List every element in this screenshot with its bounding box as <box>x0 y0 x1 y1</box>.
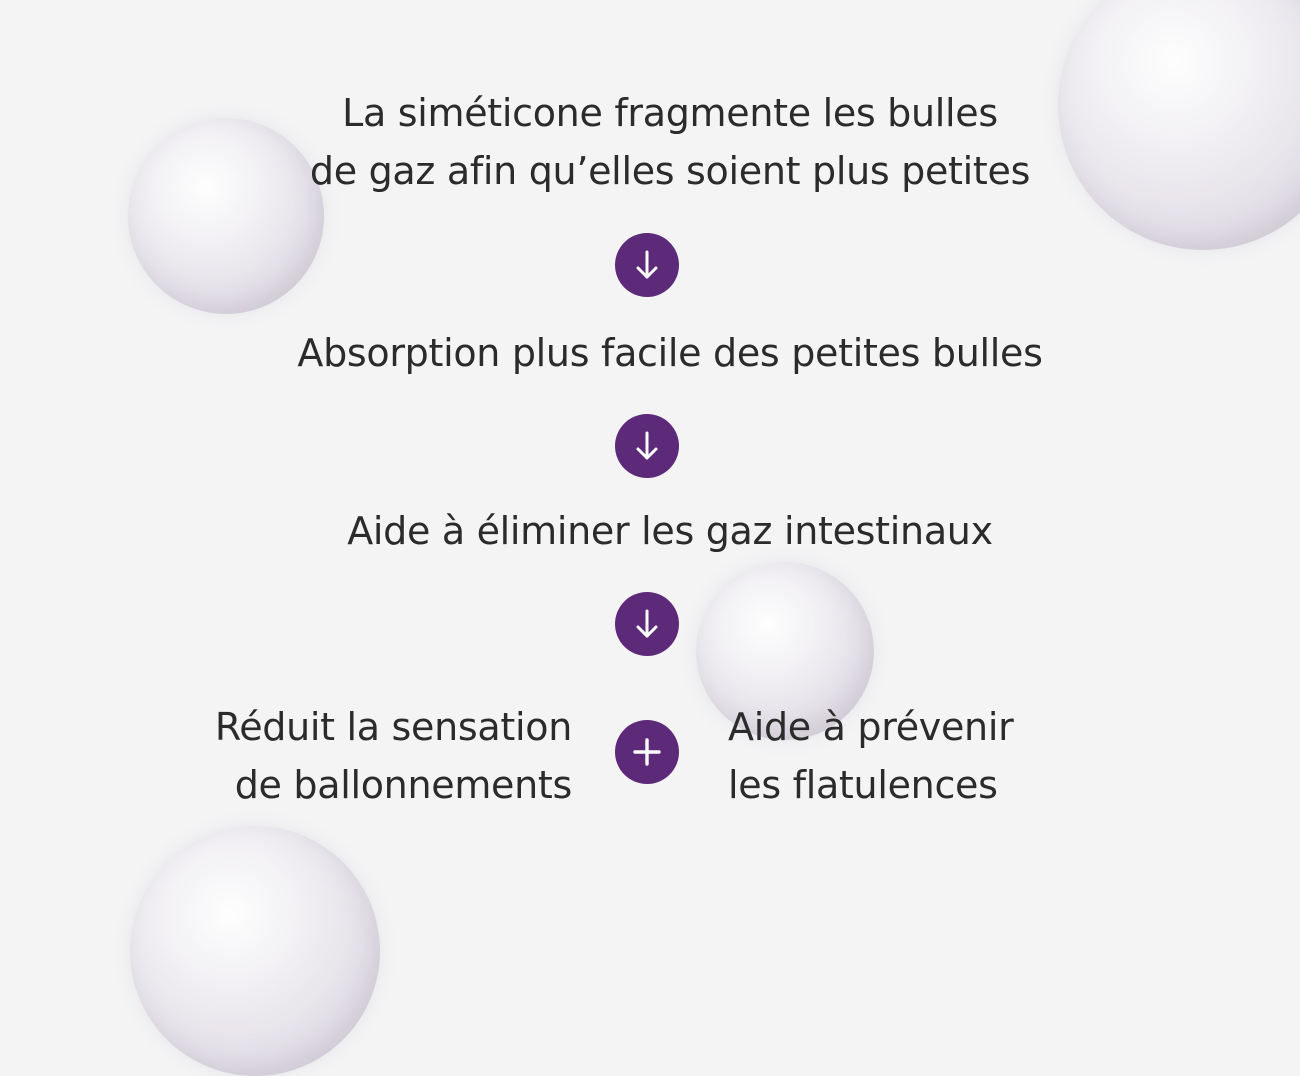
plus-icon <box>615 720 679 784</box>
arrow-down-icon <box>615 592 679 656</box>
step-3-text <box>250 502 1090 560</box>
step-1-line-2: de gaz afin qu’elles soient plus petites <box>309 149 1031 193</box>
result-left-text <box>120 698 572 814</box>
decorative-bubble <box>130 826 380 1076</box>
step-1-text <box>250 84 1090 200</box>
step-2-text <box>250 324 1090 382</box>
result-right-text <box>728 698 1128 814</box>
result-left-line-1: Réduit la sensation <box>214 705 572 749</box>
decorative-bubble <box>1058 0 1300 250</box>
arrow-down-icon <box>615 414 679 478</box>
result-right-line-2: les flatulences <box>728 763 998 807</box>
result-left-line-2: de ballonnements <box>234 763 572 807</box>
step-1-line-1: La siméticone fragmente les bulles <box>342 91 998 135</box>
arrow-down-icon <box>615 233 679 297</box>
step-3-line-1: Aide à éliminer les gaz intestinaux <box>347 509 993 553</box>
result-right-line-1: Aide à prévenir <box>728 705 1014 749</box>
step-2-line-1: Absorption plus facile des petites bulles <box>297 331 1043 375</box>
